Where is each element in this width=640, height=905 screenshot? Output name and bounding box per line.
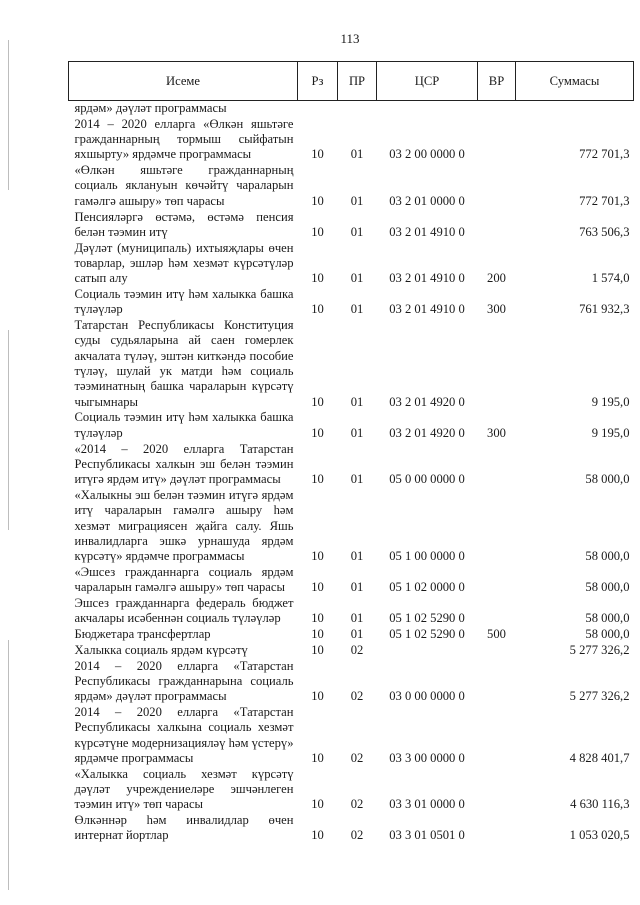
row-rz: 10	[311, 193, 324, 208]
row-pr: 02	[350, 797, 364, 812]
row-pr	[338, 101, 377, 117]
budget-table	[68, 61, 634, 844]
header-name: Исеме	[69, 62, 298, 101]
table-row	[69, 659, 634, 705]
row-rz: 10	[311, 750, 324, 765]
row-rz: 10	[311, 224, 324, 239]
row-rz: 10	[311, 580, 324, 595]
left-margin-line	[8, 330, 9, 530]
row-pr: 01	[350, 147, 364, 162]
table-header-row	[69, 62, 634, 101]
row-csr: 05 1 00 0000 0	[389, 549, 465, 564]
row-pr: 02	[350, 750, 364, 765]
row-rz: 10	[311, 394, 324, 409]
row-pr: 01	[350, 224, 364, 239]
row-pr: 01	[350, 302, 364, 317]
row-sum: 4 630 116,3	[570, 797, 630, 812]
table-row	[69, 767, 634, 813]
row-vr	[478, 101, 516, 117]
row-sum: 58 000,0	[585, 549, 630, 564]
row-rz: 10	[311, 425, 324, 440]
header-csr: ЦСР	[377, 62, 478, 101]
row-vr	[478, 117, 516, 163]
row-sum: 58 000,0	[585, 611, 630, 626]
row-sum: 761 932,3	[579, 302, 630, 317]
row-vr: 300	[487, 425, 506, 440]
table-row	[69, 565, 634, 596]
row-csr: 03 2 01 0000 0	[389, 193, 465, 208]
header-pr: ПР	[338, 62, 377, 101]
row-sum: 4 828 401,7	[569, 750, 630, 765]
row-pr: 02	[350, 689, 364, 704]
row-pr: 01	[350, 394, 364, 409]
row-vr: 300	[487, 302, 506, 317]
row-csr: 03 2 01 4910 0	[389, 302, 465, 317]
row-rz: 10	[311, 797, 324, 812]
row-rz: 10	[311, 147, 324, 162]
row-pr: 01	[350, 549, 364, 564]
row-rz: 10	[311, 828, 324, 843]
table-row	[69, 241, 634, 287]
table-row	[69, 410, 634, 441]
row-pr: 01	[350, 611, 364, 626]
row-name: «Халыкны эш белән тәэмин итүгә ярдәм итү чараларын гамәлгә ашыру һәм хезмәт миграциясен җайга салу. Яшь инвалидларга эшкә урнашуда ярдәм күрсәтү» ярдәмче программасы	[74, 487, 294, 564]
table-row	[69, 210, 634, 241]
row-sum: 9 195,0	[591, 425, 630, 440]
row-vr: 500	[487, 627, 506, 642]
row-csr: 03 3 01 0501 0	[389, 828, 465, 843]
row-sum: 5 277 326,2	[569, 642, 630, 657]
row-pr: 01	[350, 271, 364, 286]
table-row	[69, 101, 634, 117]
row-vr: 200	[487, 271, 506, 286]
row-vr	[478, 318, 516, 410]
row-name: ярдәм» дәүләт программасы	[74, 101, 227, 115]
row-sum	[516, 101, 634, 117]
row-csr: 03 0 00 0000 0	[389, 689, 465, 704]
row-pr: 01	[350, 580, 364, 595]
row-vr	[478, 705, 516, 767]
row-sum: 58 000,0	[585, 580, 630, 595]
row-name: Бюджетара трансфертлар	[74, 627, 211, 642]
row-rz	[298, 101, 338, 117]
row-vr	[478, 767, 516, 813]
row-name: «Эшсез гражданнарга социаль ярдәм чараларын гамәлгә ашыру» төп чарасы	[74, 564, 294, 595]
row-pr: 01	[350, 627, 364, 642]
row-csr: 05 1 02 5290 0	[389, 627, 465, 642]
table-row	[69, 488, 634, 565]
row-vr	[478, 659, 516, 705]
row-sum: 58 000,0	[585, 627, 630, 642]
row-pr: 02	[350, 642, 364, 657]
row-sum: 763 506,3	[579, 224, 630, 239]
row-csr: 03 2 01 4920 0	[389, 425, 465, 440]
row-rz: 10	[311, 271, 324, 286]
row-name: Татарстан Республикасы Конституция суды судьяларына ай саен гомерлек акчалата түләү, эштән киткәндә пособие түләү, шулай ук матди һәм социаль тәэминатның башка чараларын күрсәтү чыгымнары	[74, 318, 294, 409]
table-row	[69, 813, 634, 844]
row-pr: 01	[350, 193, 364, 208]
row-csr: 03 3 01 0000 0	[389, 797, 465, 812]
row-csr: 03 2 00 0000 0	[389, 147, 465, 162]
row-vr	[478, 813, 516, 844]
row-rz: 10	[311, 472, 324, 487]
table-row	[69, 117, 634, 163]
row-name: «Өлкән яшьтәге гражданнарның социаль яклануын көчәйтү чараларын гамәлгә ашыру» төп чарасы	[74, 163, 294, 208]
table-row	[69, 705, 634, 767]
row-sum: 772 701,3	[579, 147, 630, 162]
row-name: 2014 – 2020 елларга «Татарстан Республикасы халкына социаль хезмәт күрсәтүне модернизацияләү һәм үстерү» ярдәмче программасы	[74, 705, 294, 765]
row-csr	[377, 101, 478, 117]
row-name: «Халыкка социаль хезмәт күрсәтү дәүләт учреждениеләре эшчәнлеген тәэмин итү» төп чарасы	[74, 766, 294, 812]
row-csr: 03 2 01 4910 0	[389, 224, 465, 239]
table-row	[69, 287, 634, 318]
page-number: 113	[340, 31, 360, 46]
table-row	[69, 596, 634, 627]
row-rz: 10	[311, 611, 324, 626]
row-name: Социаль тәэмин итү һәм халыкка башка түләүләр	[74, 410, 294, 440]
table-row	[69, 643, 634, 659]
row-vr	[478, 596, 516, 627]
row-sum: 5 277 326,2	[569, 689, 630, 704]
row-name: Халыкка социаль ярдәм күрсәтү	[74, 642, 248, 657]
row-csr: 05 1 02 0000 0	[389, 580, 465, 595]
row-rz: 10	[311, 627, 324, 642]
header-rz: Рз	[298, 62, 338, 101]
row-sum: 58 000,0	[585, 472, 630, 487]
row-sum: 1 053 020,5	[569, 828, 630, 843]
row-sum: 1 574,0	[591, 271, 630, 286]
row-csr: 05 0 00 0000 0	[389, 472, 465, 487]
row-rz: 10	[311, 689, 324, 704]
row-rz: 10	[311, 549, 324, 564]
row-vr	[478, 163, 516, 209]
row-rz: 10	[311, 642, 324, 657]
row-csr: 03 2 01 4910 0	[389, 271, 465, 286]
row-csr: 05 1 02 5290 0	[389, 611, 465, 626]
row-rz: 10	[311, 302, 324, 317]
row-name: Социаль тәэмин итү һәм халыкка башка түләүләр	[74, 287, 294, 317]
row-csr	[377, 643, 478, 659]
table-row	[69, 442, 634, 488]
row-csr: 03 3 00 0000 0	[389, 750, 465, 765]
row-pr: 02	[350, 828, 364, 843]
row-name: Пенсияләргә өстәмә, өстәмә пенсия белән тәэмин итү	[74, 209, 294, 239]
row-name: 2014 – 2020 елларга «Татарстан Республикасы гражданнарына социаль ярдәм» дәүләт программасы	[74, 658, 294, 704]
left-margin-line	[8, 640, 9, 890]
row-sum: 772 701,3	[579, 193, 630, 208]
row-sum: 9 195,0	[591, 394, 630, 409]
row-name: 2014 – 2020 елларга «Өлкән яшьтәге гражданнарның тормыш сыйфатын яхшырту» ярдәмче программасы	[74, 116, 294, 162]
row-name: Эшсез гражданнарга федераль бюджет акчалары исәбеннән социаль түләүләр	[74, 596, 294, 626]
row-vr	[478, 643, 516, 659]
row-pr: 01	[350, 425, 364, 440]
row-name: Дәүләт (муниципаль) ихтыяҗлары өчен товарлар, эшләр һәм хезмәт күрсәтүләр сатып алу	[74, 240, 294, 286]
row-name: «2014 – 2020 елларга Татарстан Республикасы халкын эш белән тәэмин итүгә ярдәм итү» дәүләт программасы	[74, 441, 294, 487]
row-csr: 03 2 01 4920 0	[389, 394, 465, 409]
table-row	[69, 318, 634, 410]
left-margin-line	[8, 40, 9, 190]
row-pr: 01	[350, 472, 364, 487]
row-vr	[478, 565, 516, 596]
table-row	[69, 627, 634, 643]
row-name: Өлкәннәр һәм инвалидлар өчен интернат йортлар	[74, 813, 294, 843]
header-vr: ВР	[478, 62, 516, 101]
row-vr	[478, 442, 516, 488]
table-row	[69, 163, 634, 209]
header-sum: Суммасы	[516, 62, 634, 101]
row-vr	[478, 488, 516, 565]
row-vr	[478, 210, 516, 241]
